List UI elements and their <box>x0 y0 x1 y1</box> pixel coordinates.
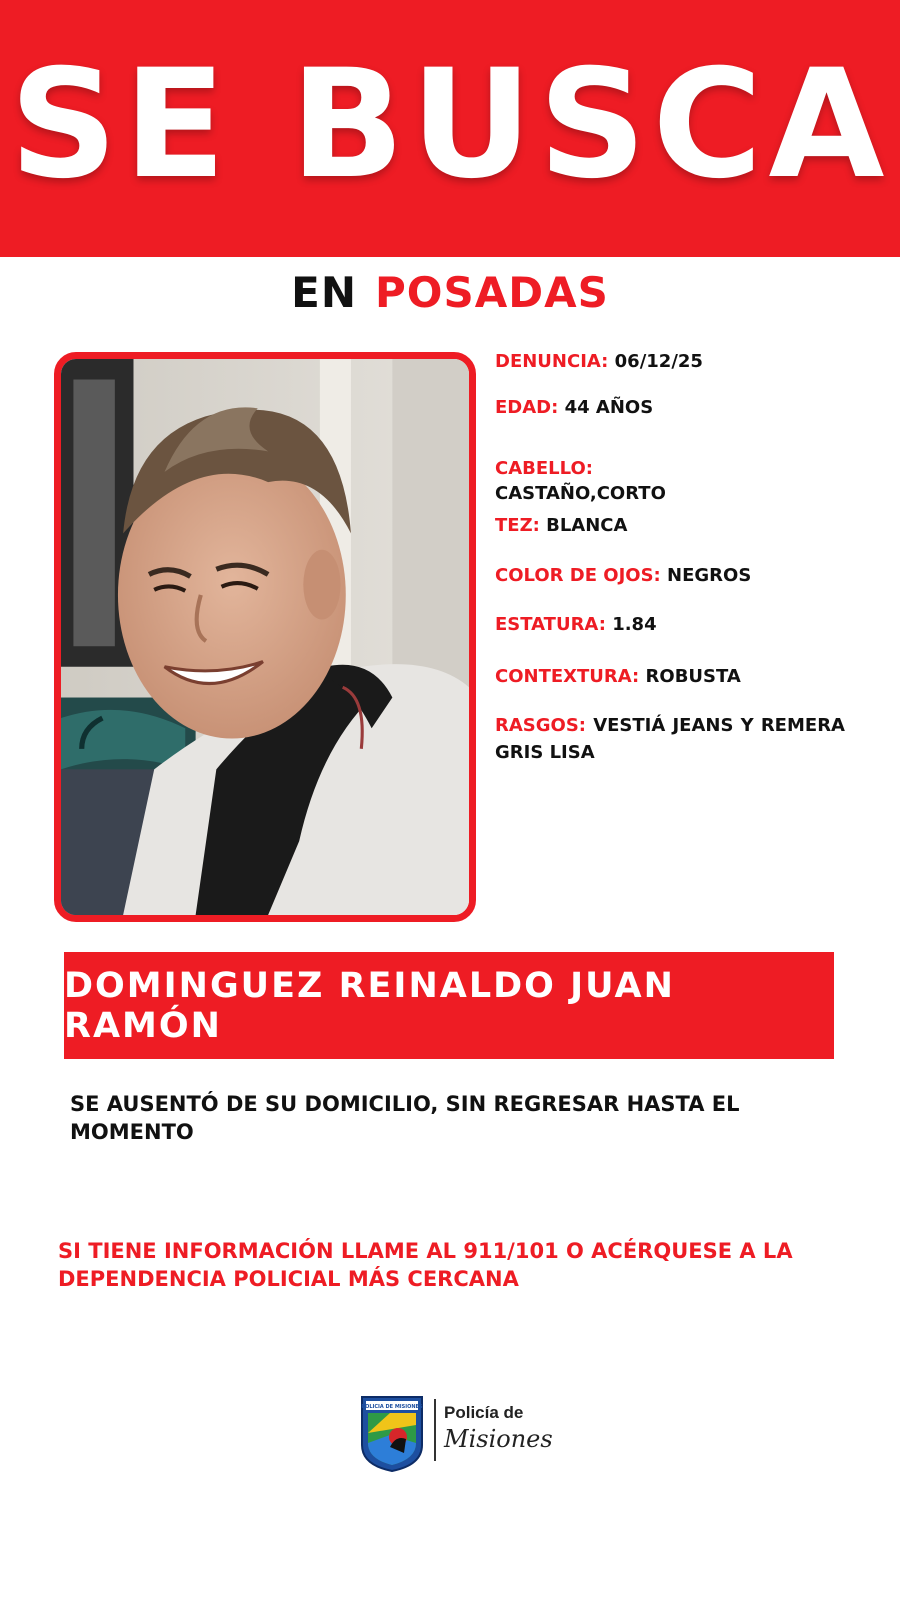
detail-ojos <box>495 562 845 589</box>
person-name: DOMINGUEZ REINALDO JUAN RAMÓN <box>64 965 675 1046</box>
detail-cabello <box>495 456 845 506</box>
police-shield-icon <box>360 1395 424 1473</box>
detail-tez <box>495 512 845 539</box>
disappearance-description: SE AUSENTÓ DE SU DOMICILIO, SIN REGRESAR HASTA EL MOMENTO <box>70 1092 740 1144</box>
detail-label: RASGOS: <box>495 715 586 736</box>
detail-value: ROBUSTA <box>645 666 741 687</box>
detail-label: COLOR DE OJOS: <box>495 565 661 586</box>
person-photo-illustration <box>61 359 469 915</box>
detail-label: EDAD: <box>495 397 559 418</box>
detail-label: CONTEXTURA: <box>495 666 640 687</box>
detail-contextura <box>495 663 845 690</box>
detail-edad <box>495 394 845 421</box>
detail-value: BLANCA <box>546 515 628 536</box>
detail-value: 1.84 <box>612 614 657 635</box>
org-name-line1: Policía de <box>444 1403 524 1422</box>
missing-person-photo <box>54 352 476 922</box>
detail-estatura <box>495 611 845 638</box>
contact-instructions: SI TIENE INFORMACIÓN LLAME AL 911/101 O ACÉRQUESE A LA DEPENDENCIA POLICIAL MÁS CERCANA <box>58 1239 793 1291</box>
detail-label: DENUNCIA: <box>495 351 609 372</box>
detail-value: VESTIÁ JEANS Y REMERA GRIS LISA <box>495 715 845 763</box>
poster-title: SE BUSCA <box>9 37 891 212</box>
detail-label: CABELLO: <box>495 458 593 479</box>
shield-text: POLICIA DE MISIONES <box>361 1404 423 1410</box>
header-banner <box>0 0 900 257</box>
location-heading <box>0 268 900 317</box>
detail-value: 44 AÑOS <box>564 397 654 418</box>
detail-value: NEGROS <box>667 565 752 586</box>
detail-label: TEZ: <box>495 515 540 536</box>
location-prefix: EN <box>291 268 357 317</box>
detail-value: 06/12/25 <box>614 351 703 372</box>
detail-value: CASTAÑO,CORTO <box>495 483 666 504</box>
org-name-line2: Misiones <box>444 1425 553 1453</box>
name-banner <box>64 952 834 1059</box>
detail-label: ESTATURA: <box>495 614 606 635</box>
detail-denuncia <box>495 348 845 375</box>
detail-rasgos <box>495 712 845 766</box>
location-city: POSADAS <box>374 268 609 317</box>
logo-divider <box>434 1399 436 1461</box>
police-logo <box>360 1395 560 1475</box>
